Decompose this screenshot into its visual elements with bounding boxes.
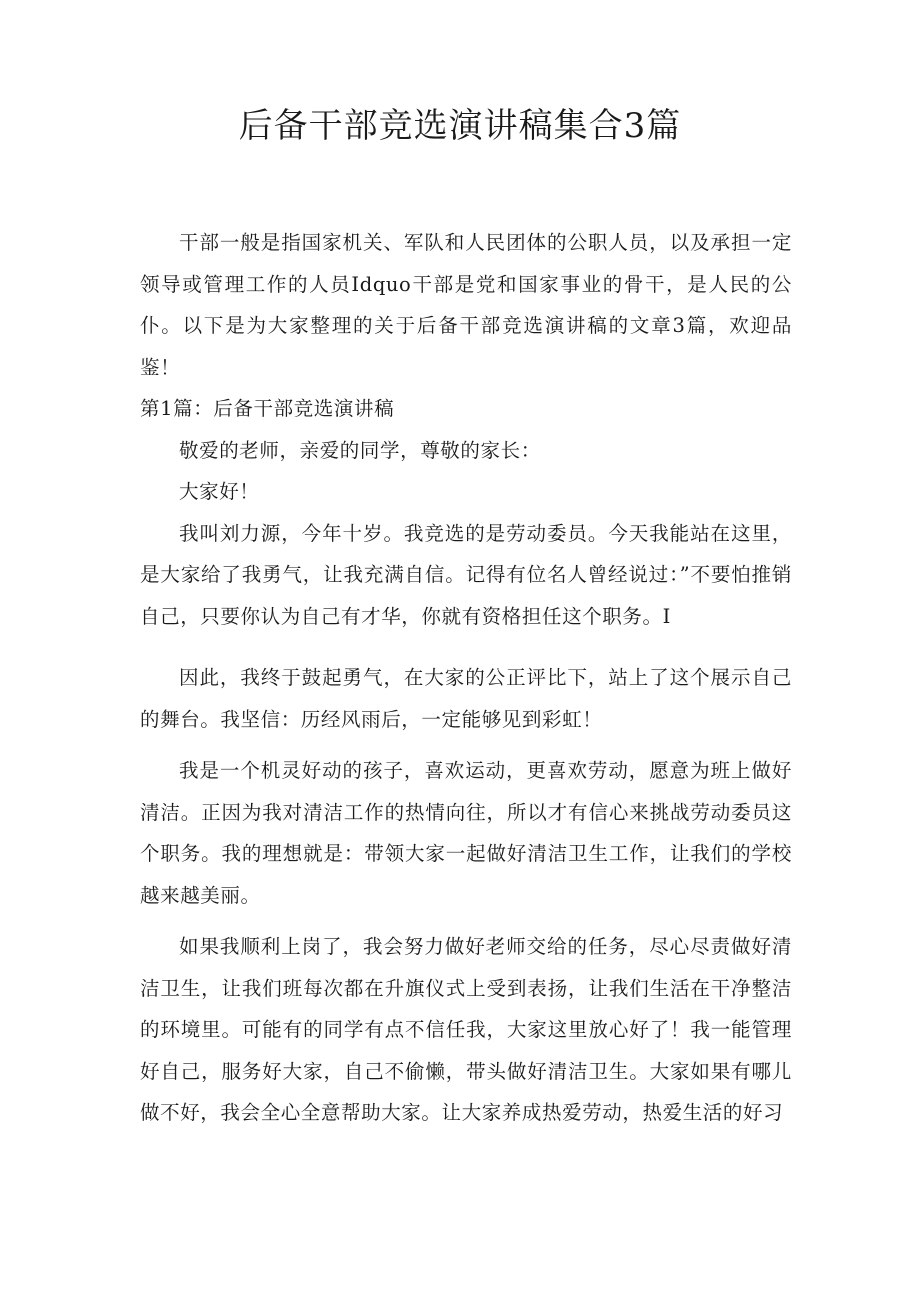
speech-paragraph: 如果我顺利上岗了，我会努力做好老师交给的任务，尽心尽责做好清洁卫生，让我们班每次都在升旗仪式上受到表扬，让我们生活在干净整洁的环境里。可能有的同学有点不信任我，大家这里放心好了！我一能管理好自己，服务好大家，自己不偷懒，带头做好清洁卫生。大家如果有哪儿做不好，我会全心全意帮助大家。让大家养成热爱劳动，热爱生活的好习 (140, 935, 792, 1124)
intro-paragraph: 干部一般是指国家机关、军队和人民团体的公职人员，以及承担一定领导或管理工作的人员Idquo干部是党和国家事业的骨干，是人民的公仆。以下是为大家整理的关于后备干部竞选演讲稿的文章3篇，欢迎品鉴！ (140, 231, 792, 379)
greeting-paragraph: 大家好！ (179, 480, 260, 503)
speech-paragraph: 我叫刘力源，今年十岁。我竞选的是劳动委员。今天我能站在这里，是大家给了我勇气，让我充满自信。记得有位名人曾经说过：”不要怕推销自己，只要你认为自己有才华，你就有资格担任这个职务。I (140, 521, 792, 628)
document-title: 后备干部竞选演讲稿集合3篇 (238, 106, 682, 146)
document-body (140, 222, 792, 1144)
speech-paragraph: 我是一个机灵好动的孩子，喜欢运动，更喜欢劳动，愿意为班上做好清洁。正因为我对清洁工作的热情向往，所以才有信心来挑战劳动委员这个职务。我的理想就是：带领大家一起做好清洁卫生工作，让我们的学校越来越美丽。 (140, 759, 792, 907)
section-heading: 第1篇：后备干部竞选演讲稿 (140, 397, 395, 420)
salutation-paragraph: 敬爱的老师，亲爱的同学，尊敬的家长： (179, 438, 541, 462)
speech-paragraph: 因此，我终于鼓起勇气，在大家的公正评比下，站上了这个展示自己的舞台。我坚信：历经风雨后，一定能够见到彩虹！ (140, 666, 792, 731)
